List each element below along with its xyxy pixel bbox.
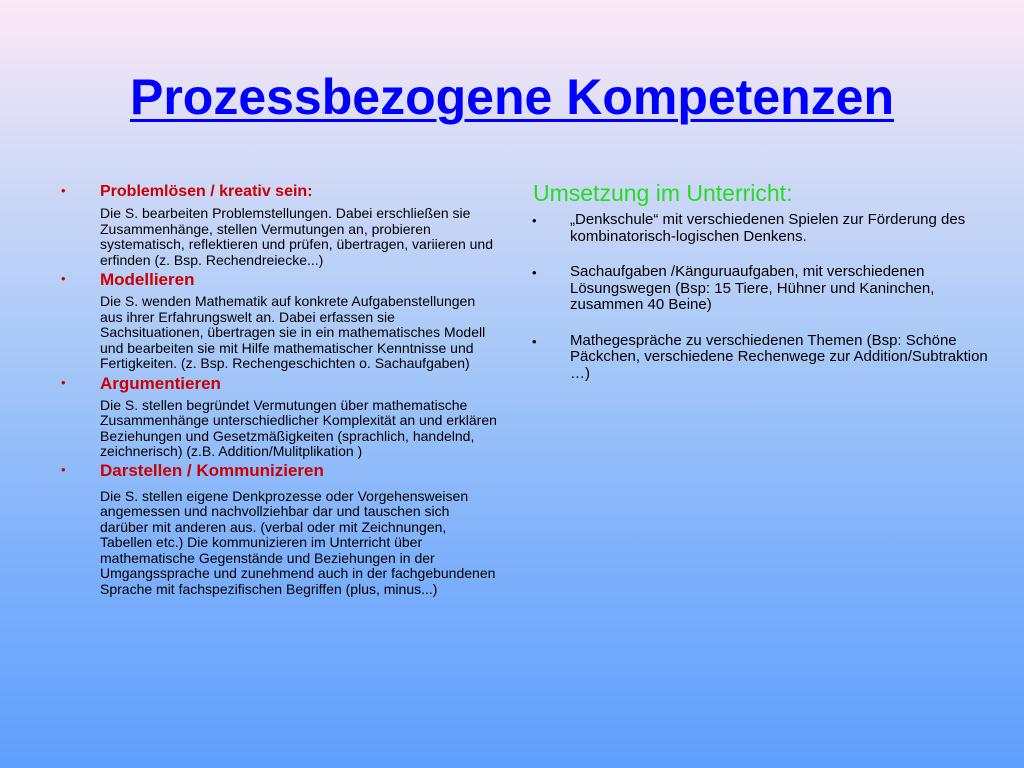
implementation-item-text: Sachaufgaben /Känguruaufgaben, mit verschiedenen Lösungswegen (Bsp: 15 Tiere, Hühner und Kaninchen, zusammen 40 Beine) <box>570 263 935 313</box>
competency-heading: Argumentieren <box>100 373 221 393</box>
implementation-item <box>530 212 990 245</box>
competency-description: Die S. stellen begründet Vermutungen über mathematische Zusammenhänge unterschiedlicher Komplexität an und erklären Beziehungen und Gesetzmäßigkeiten (sprachlich, handelnd, zeichnerisch) (z.B. Addition/Mulitplikation ) <box>100 396 497 459</box>
bullet-icon: • <box>532 213 537 228</box>
bullet-icon: • <box>61 271 66 286</box>
implementation-item <box>530 333 990 383</box>
bullet-icon: • <box>61 374 66 390</box>
competency-item-modellieren <box>56 269 501 372</box>
competency-description: Die S. stellen eigene Denkprozesse oder Vorgehensweisen angemessen und nachvollziehbar dar und tauschen sich darüber mit anderen aus. (verbal oder mit Zeichnungen, Tabellen etc.) Die kommunizieren im Unterricht über mathematische Gegenstände und Beziehungen in der Umgangssprache und zunehmend auch in der fachgebundenen Sprache mit fachspezifischen Begriffen (plus, minus...) <box>100 487 496 597</box>
competency-list <box>56 181 501 597</box>
competency-heading: Problemlösen / kreativ sein: <box>100 183 313 200</box>
bullet-icon: • <box>61 183 66 198</box>
implementation-item <box>530 264 990 314</box>
competency-description: Die S. bearbeiten Problemstellungen. Dabei erschließen sie Zusammenhänge, stellen Vermutungen an, probieren systematisch, reflektieren und prüfen, übertragen, variieren und erfinden (z. Bsp. Rechendreiecke...) <box>100 205 493 268</box>
slide-title: Prozessbezogene Kompetenzen <box>129 69 895 125</box>
implementation-item-text: „Denkschule“ mit verschiedenen Spielen zur Förderung des kombinatorisch-logischen Denkens. <box>570 211 966 245</box>
competency-item-argumentieren <box>56 373 501 460</box>
competency-item-darstellen <box>56 460 501 598</box>
bullet-icon: • <box>61 461 66 477</box>
implementation-heading: Umsetzung im Unterricht: <box>533 180 793 206</box>
implementation-item-text: Mathegespräche zu verschiedenen Themen (Bsp: Schöne Päckchen, verschiedene Rechenwege zur Addition/Subtraktion …) <box>570 331 988 382</box>
competency-description: Die S. wenden Mathematik auf konkrete Aufgabenstellungen aus ihrer Erfahrungswelt an. Dabei erfassen sie Sachsituationen, übertragen sie in ein mathematisches Modell und bearbeiten sie mit Hilfe mathematischer Kenntnisse und Fertigkeiten. (z. Bsp. Rechengeschichten o. Sachaufgaben) <box>100 293 486 371</box>
competency-heading: Darstellen / Kommunizieren <box>100 460 324 480</box>
competency-item-problemloesen <box>56 181 501 268</box>
competency-heading: Modellieren <box>100 270 195 289</box>
bullet-icon: • <box>532 333 537 349</box>
bullet-icon: • <box>532 265 537 280</box>
implementation-section <box>530 178 990 401</box>
